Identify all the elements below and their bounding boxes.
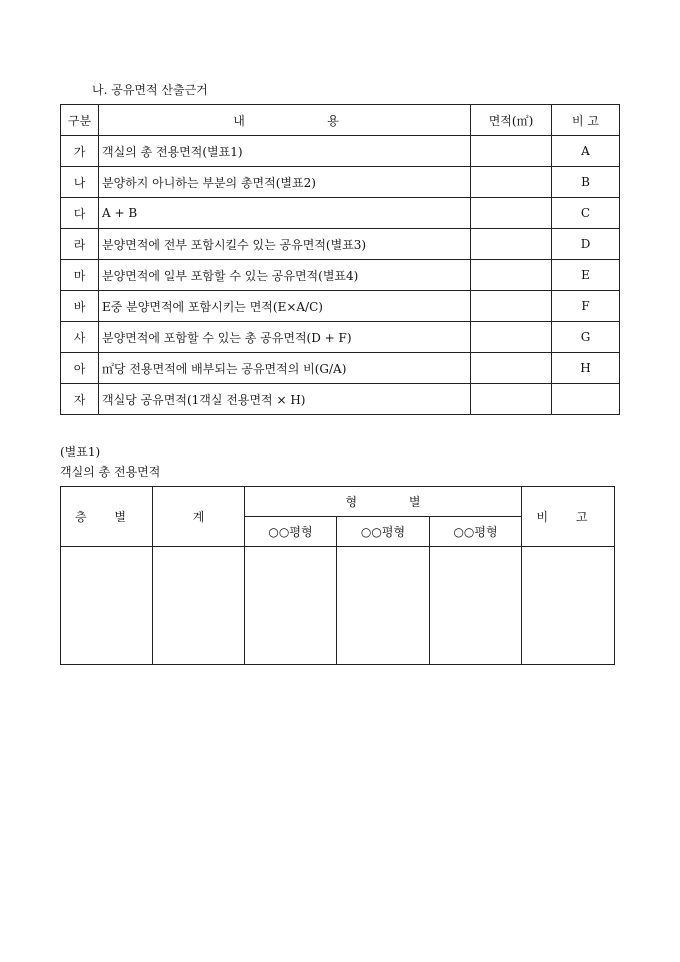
row-desc: 분양면적에 포함할 수 있는 총 공유면적(D + F) [99,322,471,353]
row-note: G [552,322,620,353]
row-note: B [552,167,620,198]
row-desc: 분양하지 아니하는 부분의 총면적(별표2) [99,167,471,198]
table-header-row [61,105,620,136]
row-desc: ㎡당 전용면적에 배부되는 공유면적의 비(G/A) [99,353,471,384]
row-code: 라 [61,229,99,260]
row-note: D [552,229,620,260]
header-total: 계 [153,487,245,547]
row-code: 바 [61,291,99,322]
header-type-3: ○○평형 [430,517,522,547]
cell-total [153,547,245,665]
cell-type-3 [430,547,522,665]
row-area [471,384,552,415]
header-note: 비 고 [522,487,615,547]
header-type-group-a: 형 [345,495,358,509]
cell-floor [61,547,153,665]
row-note [552,384,620,415]
header-note: 비 고 [552,105,620,136]
row-code: 마 [61,260,99,291]
row-code: 나 [61,167,99,198]
row-note: C [552,198,620,229]
row-note: E [552,260,620,291]
row-area [471,322,552,353]
table-row [61,322,620,353]
cell-note [522,547,615,665]
header-type-group [245,487,522,517]
table-header-row [61,487,615,517]
row-code: 가 [61,136,99,167]
section-title: 나. 공유면적 산출근거 [92,83,208,97]
header-area: 면적(㎡) [471,105,552,136]
table-row [61,136,620,167]
table-row [61,291,620,322]
table-row [61,384,620,415]
header-code: 구분 [61,105,99,136]
row-area [471,260,552,291]
row-note: F [552,291,620,322]
row-note: A [552,136,620,167]
row-desc: 분양면적에 전부 포함시킬수 있는 공유면적(별표3) [99,229,471,260]
row-area [471,229,552,260]
row-area [471,167,552,198]
row-code: 자 [61,384,99,415]
row-area [471,291,552,322]
header-type-1: ○○평형 [245,517,337,547]
table-row [61,353,620,384]
row-note: H [552,353,620,384]
row-area [471,353,552,384]
header-desc [99,105,471,136]
row-desc: E중 분양면적에 포함시키는 면적(E×A/C) [99,291,471,322]
header-type-2: ○○평형 [337,517,430,547]
table-row [61,547,615,665]
table-row [61,167,620,198]
row-code: 아 [61,353,99,384]
table-row [61,260,620,291]
row-desc: A + B [99,198,471,229]
header-type-group-b: 별 [408,495,421,509]
row-code: 사 [61,322,99,353]
header-desc-a: 내 [233,113,245,128]
annex-title: 객실의 총 전용면적 [60,465,161,479]
header-desc-b: 용 [327,113,339,128]
header-floor: 층 별 [61,487,153,547]
row-desc: 분양면적에 일부 포함할 수 있는 공유면적(별표4) [99,260,471,291]
shared-area-basis-table [60,104,620,415]
row-area [471,136,552,167]
row-desc: 객실의 총 전용면적(별표1) [99,136,471,167]
row-code: 다 [61,198,99,229]
table-row [61,229,620,260]
annex-label: (별표1) [60,445,101,459]
cell-type-1 [245,547,337,665]
row-desc: 객실당 공유면적(1객실 전용면적 × H) [99,384,471,415]
table-row [61,198,620,229]
row-area [471,198,552,229]
exclusive-area-table [60,486,615,665]
cell-type-2 [337,547,430,665]
